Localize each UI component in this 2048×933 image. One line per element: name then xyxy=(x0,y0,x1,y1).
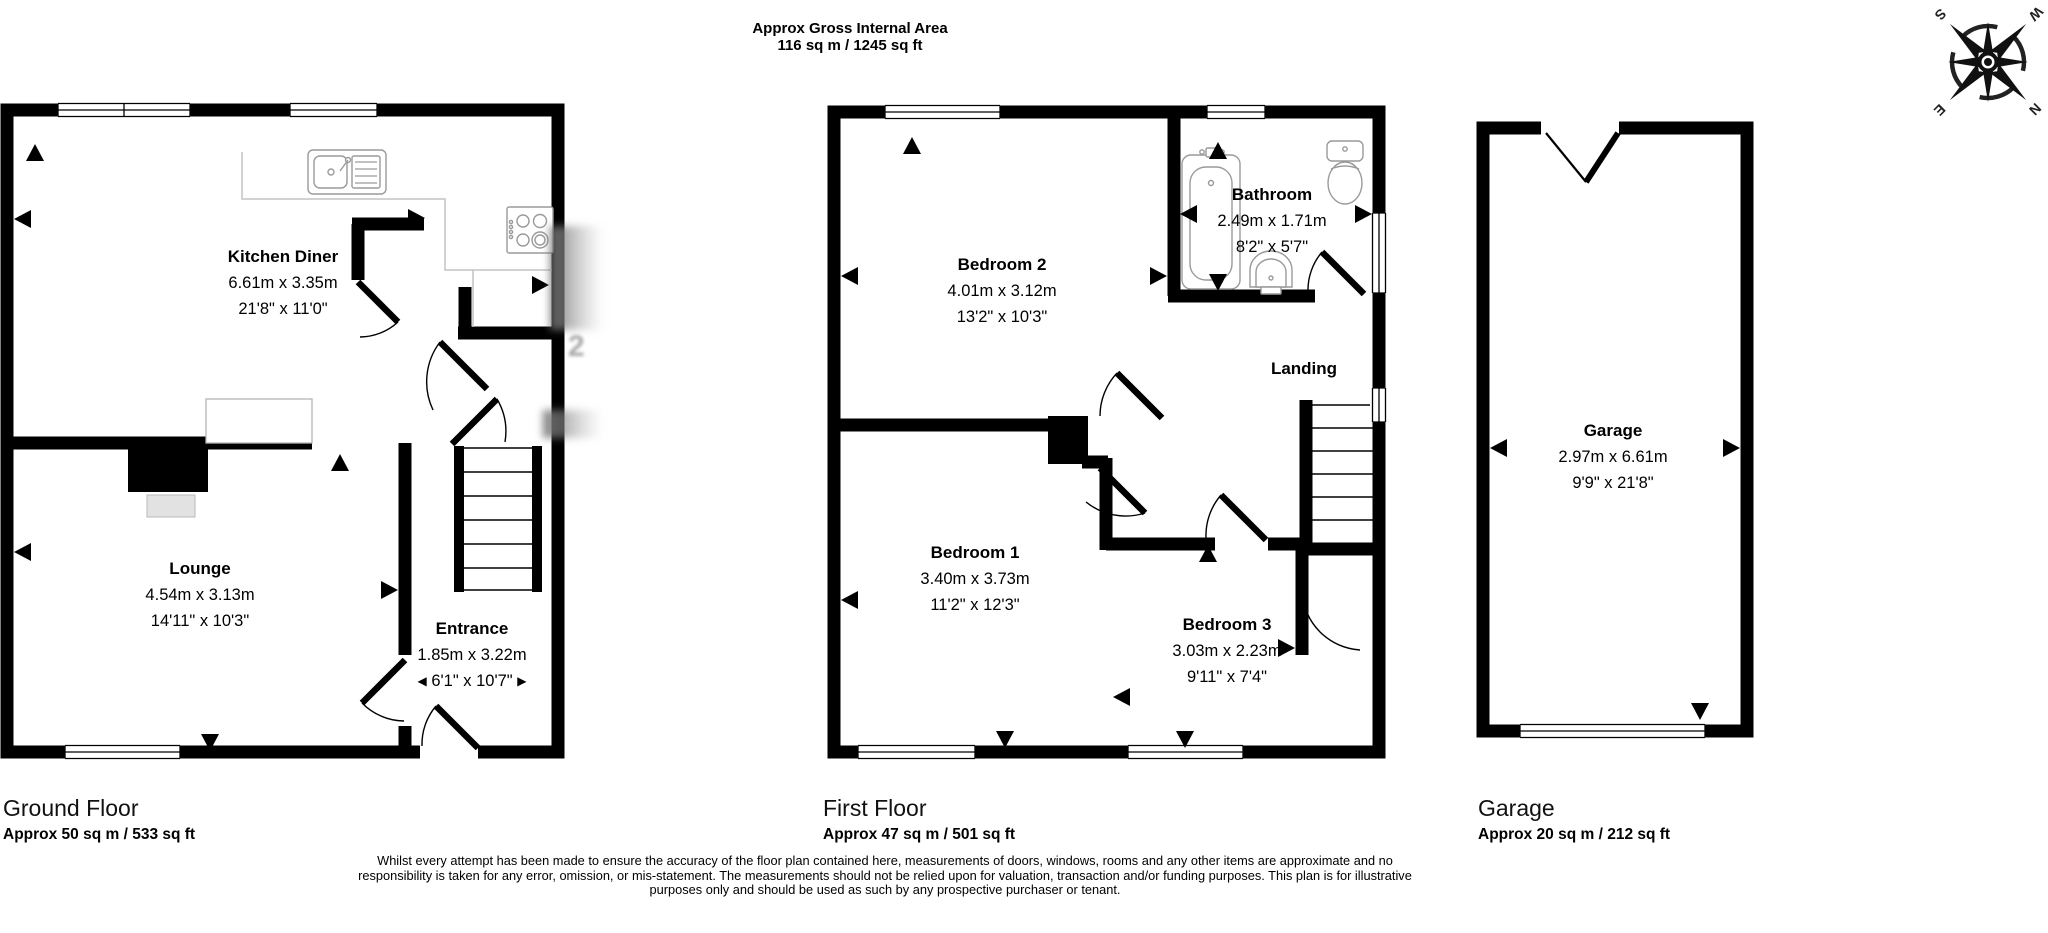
room-imperial: 13'2" x 10'3" xyxy=(956,308,1048,326)
title-line2: 116 sq m / 1245 sq ft xyxy=(777,37,923,54)
room-imperial: 8'2" x 5'7" xyxy=(1235,238,1309,256)
room-label-landing xyxy=(1271,356,1337,382)
room-label-lounge xyxy=(145,556,254,634)
title-line1: Approx Gross Internal Area xyxy=(752,20,948,37)
room-name: Landing xyxy=(1270,359,1338,378)
room-metric: 4.01m x 3.12m xyxy=(947,282,1057,300)
room-metric: 3.03m x 2.23m xyxy=(1172,642,1282,660)
toilet-icon xyxy=(1327,141,1363,204)
room-imperial: 9'11" x 7'4" xyxy=(1186,668,1268,686)
window xyxy=(1207,103,1265,121)
room-name: Bathroom xyxy=(1231,185,1313,204)
hob-icon xyxy=(507,207,553,253)
compass-west-label: W xyxy=(2025,3,2047,25)
room-imperial: 9'9" x 21'8" xyxy=(1572,474,1654,492)
caption-ground-floor xyxy=(3,795,195,844)
wall-block xyxy=(1048,416,1088,464)
room-metric: 2.49m x 1.71m xyxy=(1217,212,1327,230)
room-name: Kitchen Diner xyxy=(227,247,339,266)
room-metric: 3.40m x 3.73m xyxy=(920,570,1030,588)
room-name: Entrance xyxy=(435,619,509,638)
room-label-bathroom xyxy=(1217,182,1326,260)
room-imperial: 6'1" x 10'7" xyxy=(431,672,513,690)
window xyxy=(65,743,180,761)
window xyxy=(290,101,377,119)
room-label-bedroom1 xyxy=(920,540,1029,618)
window xyxy=(858,743,975,761)
floor-name: Ground Floor xyxy=(3,795,139,821)
arrow-right-icon: ▶ xyxy=(517,674,527,688)
room-metric: 2.97m x 6.61m xyxy=(1558,448,1668,466)
page-title xyxy=(752,20,947,54)
compass-south-label: S xyxy=(1931,5,1950,24)
front-door-opening xyxy=(420,743,478,761)
arrow-left-icon: ◀ xyxy=(417,674,427,688)
chimney-breast xyxy=(128,437,208,492)
compass-rose-icon xyxy=(1884,0,2048,166)
first-stairs xyxy=(1312,405,1373,520)
room-metric: 6.61m x 3.35m xyxy=(228,274,338,292)
floor-area: Approx 50 sq m / 533 sq ft xyxy=(3,826,196,843)
hearth xyxy=(147,495,195,517)
floor-name: Garage xyxy=(1478,795,1555,821)
window xyxy=(1520,722,1705,740)
room-imperial: 14'11" x 10'3" xyxy=(150,612,250,630)
window xyxy=(58,101,190,119)
room-name: Bedroom 2 xyxy=(957,255,1047,274)
disclaimer-text: Whilst every attempt has been made to ensure the accuracy of the floor plan contained here, measurements of doors, windows, rooms and any other items are approximate and no responsibility is taken for any error, omission, or mis-statement. The measurements should not be relied upon for valuation, transaction and/or funding purposes. This plan is for illustrative purposes only and should be used as such by any prospective purchaser or tenant. xyxy=(358,853,1412,898)
compass-north-label: N xyxy=(2026,100,2045,119)
room-label-kitchen-diner xyxy=(228,244,339,322)
window xyxy=(1370,213,1388,293)
blurred-watermark: 2 xyxy=(568,330,585,363)
floor-area: Approx 20 sq m / 212 sq ft xyxy=(1478,826,1671,843)
room-label-garage xyxy=(1558,418,1667,496)
room-label-entrance xyxy=(417,616,526,694)
room-name: Lounge xyxy=(169,559,231,578)
floor-area: Approx 47 sq m / 501 sq ft xyxy=(823,826,1016,843)
room-imperial: 11'2" x 12'3" xyxy=(930,596,1020,614)
room-label-bedroom3 xyxy=(1172,612,1281,690)
alcove-unit xyxy=(206,399,312,443)
smudge xyxy=(550,226,604,330)
sink-icon xyxy=(308,150,386,194)
window xyxy=(1370,388,1388,422)
room-name: Garage xyxy=(1583,421,1643,440)
room-metric: 4.54m x 3.13m xyxy=(145,586,255,604)
ground-stairs xyxy=(459,446,537,592)
floor-name: First Floor xyxy=(823,795,927,821)
room-label-bedroom2 xyxy=(947,252,1056,330)
door-arc xyxy=(1546,133,1618,182)
caption-first-floor xyxy=(823,795,1015,844)
smudge xyxy=(543,410,603,438)
room-name: Bedroom 1 xyxy=(930,543,1020,562)
room-name: Bedroom 3 xyxy=(1182,615,1272,634)
caption-garage xyxy=(1478,795,1670,844)
room-metric: 1.85m x 3.22m xyxy=(417,646,527,664)
room-imperial: 21'8" x 11'0" xyxy=(238,300,328,318)
compass-east-label: E xyxy=(1930,101,1949,120)
window xyxy=(885,103,1000,121)
